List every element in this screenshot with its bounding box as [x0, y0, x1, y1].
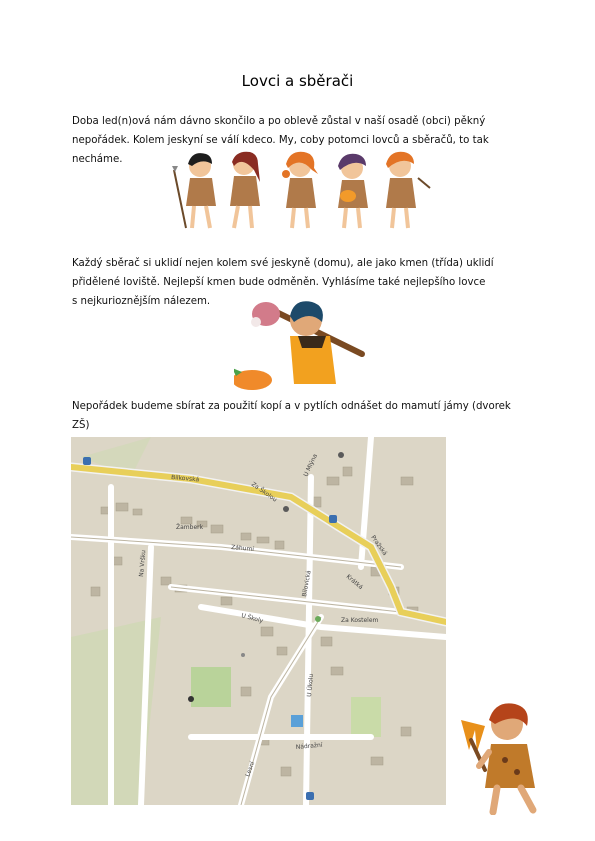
- cave-kid-3: [282, 152, 318, 228]
- instructions-paragraph: [72, 397, 525, 435]
- paragraph-line: Doba led(n)ová nám dávno skončilo a po oblevě zůstal v naší osadě (obci) pěkný: [72, 116, 486, 127]
- cave-kid-4: [338, 154, 368, 228]
- street-label: Nádražní: [295, 741, 323, 751]
- page-title: Lovci a sběrači: [241, 72, 354, 90]
- village-map: [71, 437, 446, 805]
- cave-kids-illustration: [160, 148, 435, 236]
- street-label: Za Školou: [249, 480, 279, 504]
- paragraph-line: necháme.: [72, 154, 123, 165]
- caveman-with-club-illustration: [234, 292, 372, 392]
- street-label: Krátká: [344, 573, 365, 592]
- street-label: U Mlýna: [302, 452, 320, 478]
- paragraph-line: Každý sběrač si uklidí nejen kolem své jeskyně (domu), ale jako kmen (třída) uklidí: [72, 258, 494, 269]
- paragraph-line: Nepořádek budeme sbírat za použití kopí a v pytlích odnášet do mamutí jámy (dvorek: [72, 401, 511, 412]
- street-label: Na Vršku: [138, 549, 148, 578]
- street-label: Lesní: [244, 760, 257, 778]
- street-label: Pražská: [369, 534, 389, 557]
- paragraph-line: ZŠ): [72, 420, 90, 431]
- paragraph-line: přidělené loviště. Nejlepší kmen bude odměněn. Vyhlásíme také nejlepšího lovce: [72, 277, 486, 288]
- caveman-with-torch-illustration: [455, 700, 560, 815]
- cave-kid-5: [386, 152, 430, 228]
- street-label: Za Kostelem: [341, 617, 379, 624]
- cave-kid-1: [172, 153, 216, 228]
- paragraph-line: s nejkurioznějším nálezem.: [72, 296, 211, 307]
- paragraph-line: nepořádek. Kolem jeskyní se válí kdeco. My, coby potomci lovců a sběračů, to tak: [72, 135, 489, 146]
- street-label: Žamberk: [176, 524, 204, 531]
- street-label: U Školy: [240, 612, 264, 625]
- street-label: Záhumí: [230, 544, 255, 553]
- street-label: U Úkolu: [306, 673, 316, 698]
- street-label: Bílovická: [301, 569, 313, 598]
- cave-kid-2: [230, 152, 260, 228]
- street-label: Bílkovská: [170, 474, 200, 484]
